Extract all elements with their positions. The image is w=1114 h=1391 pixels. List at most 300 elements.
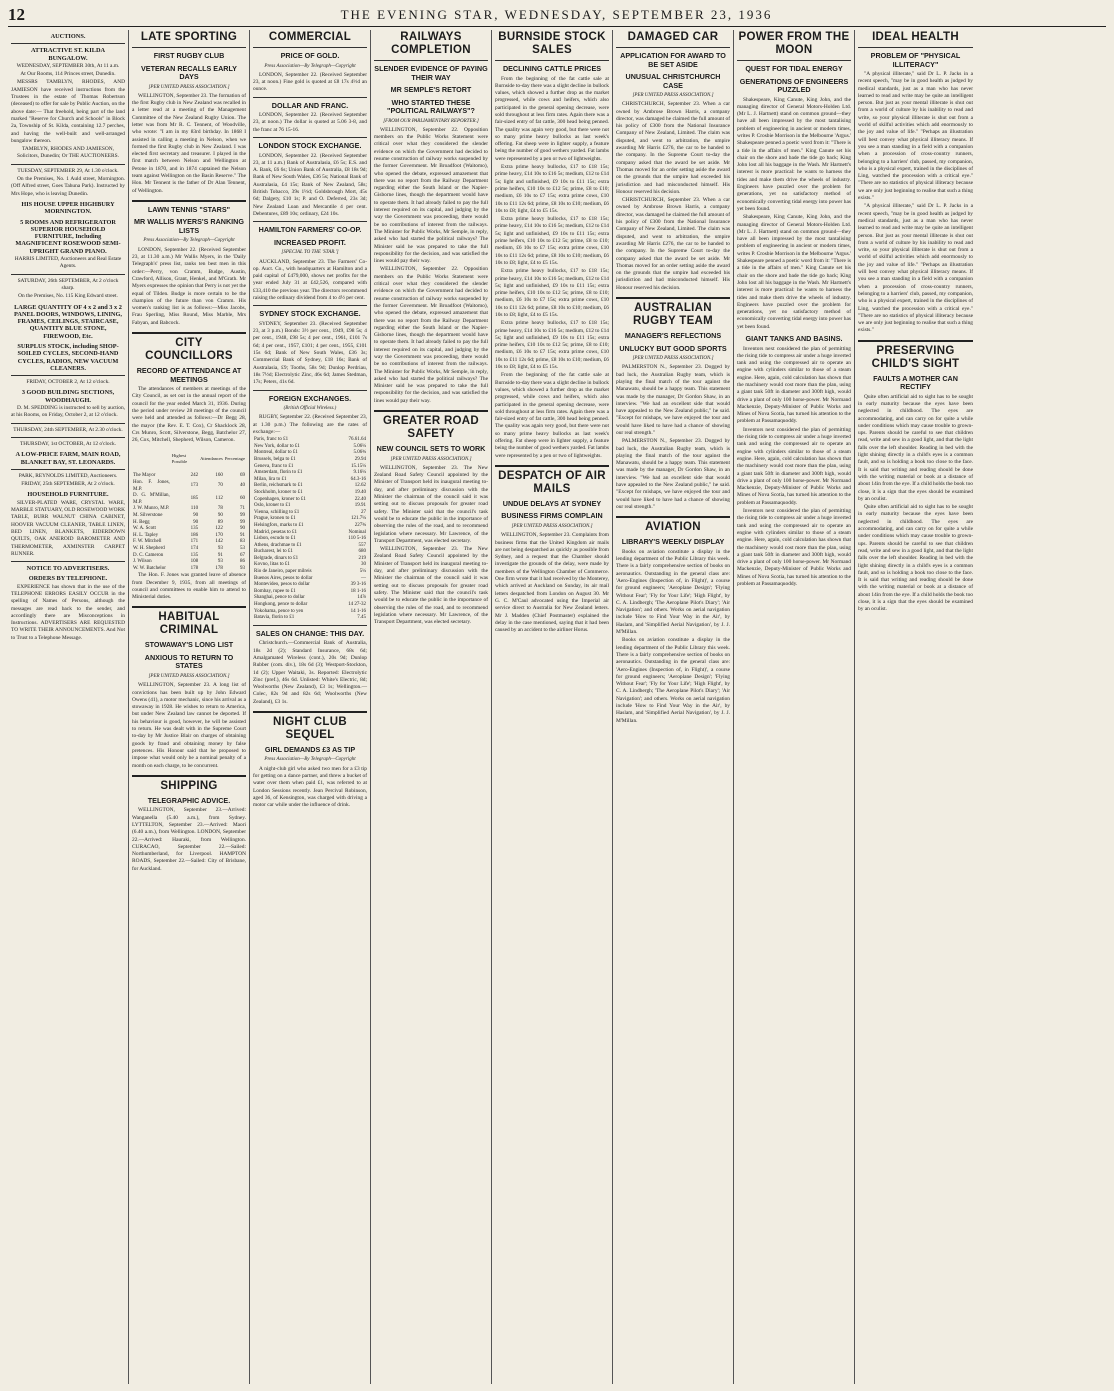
ad-date: THURSDAY, 24th SEPTEMBER, At 2.30 o'clock. bbox=[13, 426, 123, 433]
attendance-cell: 90 bbox=[240, 526, 245, 532]
table-row bbox=[253, 470, 367, 477]
table-row bbox=[253, 562, 367, 569]
article-body: "A physical illiterate," said Dr L. P. Jacks in a recent speech, "may be in good health as judged by medical standards, just as a man who has never learned to read and write may be quite an intelligent person. But just as your mental illiterate is shut out from a world of culture by his inability to read and write, so your physical illiterate is shut out from a world of skilful activities which add enormously to the joy and value of life." "Perhaps an illustration will best convey what physical illiteracy means. If you see a man standing in a field with a companion when a procession of cross-country runners, belonging to a harriers' club, passed, my companion, who is a physical expert, trained in the disciplines of Ling, watched the procession with a critical eye." "There are no statistics of physical illiteracy because we are only just beginning to realise that such a thing exists." bbox=[858, 203, 973, 334]
exchange-rate-cell: Batavia, florin to £1 bbox=[254, 615, 295, 621]
article-subheading: TELEGRAPHIC ADVICE. bbox=[147, 795, 231, 805]
table-row bbox=[132, 493, 246, 506]
attendance-cell: 83 bbox=[240, 539, 245, 545]
article-body: LONDON, September 22. (Received September 23, at noon.) The dollar is quoted at 5.06 3-8, and the franc at 76 15-16. bbox=[253, 112, 367, 133]
attendance-cell: 90 bbox=[217, 512, 223, 518]
article-heading: SYDNEY STOCK EXCHANGE. bbox=[259, 309, 361, 319]
exchange-rate-cell: 5.06¼ bbox=[353, 443, 366, 449]
article-body: PALMERSTON N., September 23. Dogged by bad luck, the Australian Rugby team, which is playing the final match of the tour against the Manawatu, should be a happy team. This statement was made by the manager, Dr Gordon Shaw, in an interview. "We had an excellent side that would have appealed to the New Zealand public," he said. "Except for mishaps, we have enjoyed the tour and would have liked to have had a chance of showing our real strength." bbox=[616, 364, 730, 436]
ad-title: A LOW-PRICE FARM, MAIN ROAD, BLANKET BAY, ST. LEONARDS. bbox=[15, 451, 121, 466]
ad-body: SILVER-PLATED WARE, CRYSTAL WARE, MARBLE STATUARY, OLD ROSEWOOD WORK TABLE, BURR WALNUT CHINA CABINET, HOOVER VACUUM CLEANER, TABLE LINEN, BED LINEN, BLANKETS, EIDERDOWN QUILTS, OAK ANEROID BAROMETER AND THERMOMETER, AXMINSTER CARPET RUNNER. bbox=[11, 499, 125, 557]
section-heading: COMMERCIAL bbox=[268, 31, 352, 43]
byline: [PER UNITED PRESS ASSOCIATION.] bbox=[148, 84, 230, 90]
article-heading: HABITUAL CRIMINAL bbox=[158, 611, 220, 637]
exchange-rate-cell: 19.40 bbox=[354, 489, 366, 495]
price-lines: Extra prime heavy bullocks, £17 to £18 15s; prime heavy, £14 10s to £16 5s; medium, £12 to £14 5s; light and unfinished, £9 10s to £11 15s; extra prime heifers, £10 10s to £12 5s; prime, £8 to £10; medium, £6 10s to £7 15s; extra prime cows, £10 10s to £11 12s 6d; prime, £8 10s to £10; medium, £6 10s to £8; light, £4 to £5 15s. bbox=[495, 216, 609, 266]
exchange-rate-cell: 14⅞ bbox=[357, 595, 366, 601]
attendance-cell: 93 bbox=[240, 565, 245, 571]
article-heading: DESPATCH OF AIR MAILS bbox=[498, 469, 606, 495]
divider bbox=[132, 47, 246, 48]
article-subheading: FAULTS A MOTHER CAN RECTIFY bbox=[873, 373, 958, 392]
exchange-rate-cell: Amsterdam, florin to £1 bbox=[254, 470, 303, 476]
attendance-cell: 86 bbox=[240, 559, 245, 565]
exchange-rate-cell: Vienna, schilling to £1 bbox=[254, 509, 300, 515]
article-body: Shakespeare, King Canute, King John, and the managing director of General Motors-Holden Ltd. (Mr L. J. Hartnett) stand on common ground—they have all been impressed by the most tantalising problem of engineering in ancient or modern times, writes P. Crosbie Morrison in the Melbourne 'Argus.' Shakespeare penned a poetic word from it: "There is a tide in the affairs of men." King Canute set his chair on the shore and bade the tide go back; King John lost all his baggage in the Wash. Mr Hartnett's interest is more practical: he wants to harness the tides and make them drive the wheels of industry. Engineers have puzzled over the problem for generations, yet no satisfactory method of economically converting tidal energy into power has yet been found. bbox=[737, 214, 851, 330]
attendance-header-cell: Percentage bbox=[224, 456, 245, 462]
ad-title: 3 GOOD BUILDING SECTIONS, WOODHAUGH. bbox=[21, 389, 115, 404]
article-subheading: RECORD OF ATTENDANCE AT MEETINGS bbox=[136, 366, 242, 384]
article-heading: SALES ON CHANGE: THIS DAY. bbox=[255, 628, 365, 638]
ad-agent: HARRIS LIMITED, Auctioneers and Real Estate Agents. bbox=[14, 256, 122, 270]
attendance-cell: D. C. Cameron bbox=[133, 552, 164, 558]
byline: [FROM OUR PARLIAMENTARY REPORTER.] bbox=[383, 118, 479, 124]
exchange-rate-cell: Helsingfors, marks to £1 bbox=[254, 522, 304, 528]
columns bbox=[8, 30, 1106, 1384]
divider bbox=[253, 47, 367, 48]
exchange-rate-cell: 121.7¼ bbox=[351, 516, 366, 522]
attendance-header-cell bbox=[132, 445, 171, 473]
article-subheading: MR SEMPLE'S RETORT bbox=[390, 85, 472, 94]
exchange-rate-cell: 680 bbox=[358, 549, 366, 555]
table-row bbox=[253, 516, 367, 523]
ad-title: LARGE QUANTITY OF 4 x 2 and 3 x 2 PANEL DOORS, WINDOWS, LINING, FRAMES, CEILINGS, STAIRCASE, QUANTITY BLUE STONE, FIREWOOD, Etc. bbox=[14, 303, 122, 340]
table-row bbox=[253, 582, 367, 589]
article-body: AUCKLAND, September 23. The Farmers' Co-op. Auct. Co., with headquarters at Hamilton and a paid capital of £479,000, shows net profits for the year ended July 31 at £42,526, compared with £33,410 the previous year. The directors recommend raising the ordinary dividend from 4 to 4½ per cent. bbox=[253, 258, 367, 302]
exchange-rate-cell: Geneva, franc to £1 bbox=[254, 463, 294, 469]
exchange-rate-cell: Brussels, belga to £1 bbox=[254, 456, 296, 462]
attendance-cell: 78 bbox=[217, 506, 223, 512]
column-late-sporting bbox=[129, 30, 250, 1384]
table-row bbox=[132, 513, 246, 520]
divider bbox=[253, 390, 367, 391]
attendance-cell: 67 bbox=[240, 552, 245, 558]
price-lines: Extra prime heavy bullocks, £17 to £18 15s; prime heavy, £14 10s to £16 5s; medium, £12 to £14 5s; light and unfinished, £9 10s to £11 15s; extra prime heifers, £10 10s to £12 5s; prime, £8 to £10; medium, £6 10s to £7 15s; extra prime cows, £10 10s to £11 12s 6d; prime, £8 10s to £10; medium, £6 10s to £8; light, £4 to £5 15s. bbox=[495, 320, 609, 371]
ad-agent: D. M. SPEDDING is instructed to sell by auction, at his Rooms, on Friday, October 2, at 12 o'clock. bbox=[11, 405, 125, 419]
article-subheading: NEW COUNCIL SETS TO WORK bbox=[376, 444, 486, 454]
article-body: LONDON, September 22. (Received September 23, at 11.30 a.m.) Mr Wallis Myers, in the 'Daily Telegraph's' press list, ranks ten best men in this order:—Perry, von Cramm, Budge, Austin, Crawford, Allison, Grant, Henkel, and M'Grath. Mr Myers expresses the opinion that Perry is not yet the equal of Tilden. Budge is more certain to be the champion of the future than von Cramm. His women's ranking list is as follows:—Miss Jacobs, Frau Sperling, Miss Round, Miss Marble, Mrs Fabyan, and Babcock. bbox=[132, 246, 246, 326]
table-row bbox=[253, 510, 367, 517]
attendance-cell: 242 bbox=[190, 473, 199, 479]
table-row bbox=[253, 483, 367, 490]
table-row bbox=[253, 497, 367, 504]
byline: Press Association—By Telegraph—Copyright bbox=[143, 238, 235, 244]
article-heading: GIANT TANKS AND BASINS. bbox=[745, 334, 843, 343]
attendance-cell: 60 bbox=[240, 496, 245, 502]
attendance-cell: 93 bbox=[217, 545, 223, 551]
table-row bbox=[132, 473, 246, 480]
byline: Press Association—By Telegraph—Copyright bbox=[264, 63, 356, 69]
exchange-table bbox=[253, 437, 367, 622]
byline: Press Association—By Telegraph—Copyright bbox=[264, 757, 356, 763]
article-heading: AVIATION bbox=[645, 521, 701, 534]
table-row bbox=[253, 615, 367, 622]
article-heading: FOREIGN EXCHANGES. bbox=[268, 393, 352, 403]
article-body: LONDON, September 22. (Received September 23, at 11 a.m.) Bank of Australasia, £6 5s; E.S. and A. Bank, £6 6s; Union Bank of Australia, £8 18s 9d; Bank of New South Wales, £36 5s; National Bank of Australasia, £4 15s; Bank of New Zealand, 58s; British Tobacco, 39s 1½d; Goldsbrough Mort, 45s 6d; Dalgety, £10 1s; P. and O. Deferred, 23s 3d; New Zealand Loan and Mercantile 4 per cent. Debentures, £89 10s; ordinary, £24 10s. bbox=[253, 152, 367, 217]
article-body: Books on aviation constitute a display in the lending department of the Public Library this week. There is a fairly comprehensive section of books on aeronautics. Outstanding in the general class are: 'Aero-Engines (Inspection of, in Flight)', a course for ground engineers; 'Aeroplane Design'; 'Flying Without Fear'; 'Fly for Your Life'; 'High Flight', by C. A. Lindbergh; 'The Aeroplane Pilot's Diary'; 'Air Navigation'; and others. Works on aerial navigation include 'How to Find Your Way in the Air', by Haslam, and 'Simplified Aerial Navigation', by J. J. M'Millan. bbox=[616, 548, 730, 636]
divider bbox=[253, 97, 367, 98]
table-row bbox=[253, 490, 367, 497]
article-heading: LONDON STOCK EXCHANGE. bbox=[258, 141, 362, 151]
table-row bbox=[132, 526, 246, 533]
table-row bbox=[253, 503, 367, 510]
exchange-rate-cell: 18 1-16 bbox=[350, 588, 366, 594]
article-heading: PRICE OF GOLD. bbox=[280, 51, 340, 60]
table-row bbox=[253, 530, 367, 537]
divider bbox=[253, 711, 367, 713]
divider bbox=[858, 340, 973, 342]
divider bbox=[11, 43, 125, 44]
exchange-rate-cell: 30 bbox=[361, 562, 366, 568]
ad-title: HOUSEHOLD FURNITURE. bbox=[27, 491, 109, 499]
ad-title: HIS HOUSE UPPER HIGHBURY MORNINGTON. bbox=[21, 200, 115, 216]
article-subheading: STOWAWAY'S LONG LIST bbox=[144, 640, 234, 650]
article-body: "A physical illiterate," said Dr L. P. Jacks in a recent speech, "may be in good health as judged by medical standards, just as a man who has never learned to read and write may be quite an intelligent person. But just as your mental illiterate is shut out from a world of culture by his inability to read and write, so your physical illiterate is shut out from a world of skilful activities which add enormously to the joy and value of life." "Perhaps an illustration will best convey what physical illiteracy means. If you see a man standing in a field with a companion when a procession of cross-country runners, belonging to a harriers' club, passed, my companion, who is a physical expert, trained in the disciplines of Ling, watched the procession with a critical eye." "There are no statistics of physical illiteracy because we are only just beginning to realise that such a thing exists." bbox=[858, 71, 973, 202]
byline: (British Official Wireless.) bbox=[283, 406, 337, 411]
byline: [PER UNITED PRESS ASSOCIATION.] bbox=[148, 673, 230, 679]
ad-agents: TAMBLYN, RHODES AND JAMIESON, Solicitors, Dunedin; Or THE AUCTIONEERS. bbox=[16, 146, 120, 160]
column-commercial bbox=[250, 30, 371, 1384]
exchange-rate-cell: 110 5-16 bbox=[348, 536, 366, 542]
article-heading: PRESERVING CHILD'S SIGHT bbox=[871, 344, 960, 370]
price-lines: Extra prime heavy bullocks, £17 to £18 15s; prime heavy, £14 10s to £16 5s; medium, £12 to £14 5s; light and unfinished, £9 10s to £11 15s; extra prime heifers, £10 10s to £12 5s; prime, £8 to £10; medium, £6 10s to £7 15s; extra prime cows, £10 10s to £11 12s 6d; prime, £8 10s to £10; medium, £6 10s to £8; light, £4 to £5 15s. bbox=[495, 268, 609, 318]
ad-date: FRIDAY, OCTOBER 2, At 12 o'clock. bbox=[26, 379, 110, 386]
article-body: From the beginning of the fat cattle sale at Burnside to-day there was a slight decline in bullock values, which showed a further drop as the market progressed, while cows and heifers, which also participated in the general opening decrease, were sold throughout at less firm rates. Again there was a fair-sized entry of fat cattle, 300 head being penned. The quality was again very good, but there were not so many prime heavy bullocks as last week's offering. Fat sheep were in lighter supply, a feature being the number of good wethers yarded. Fat lambs were represented by a pen or two of lightweights. bbox=[495, 75, 609, 162]
column-auctions bbox=[8, 30, 129, 1384]
article-body: WELLINGTON, September 23. The New Zealand Road Safety Council appointed by the Minister of Transport held its inaugural meeting to-day, and after preliminary discussion with the Minister the chairman of the council said it was setting out to discuss proposals for greater road safety. The Minister said that the council's task would be to educate the public in the importance of observing the rules of the road, and to recommend legislation where necessary. Mr Lawrence, of the Transport Department, was elected secretary. bbox=[374, 464, 488, 544]
attendance-cell: 91 bbox=[240, 532, 245, 538]
attendance-cell: 53 bbox=[240, 545, 245, 551]
exchange-rate-cell: Paris, franc to £1 bbox=[254, 437, 289, 443]
attendance-cell: M. Silverstone bbox=[133, 512, 163, 518]
section-heading: POWER FROM THE MOON bbox=[738, 31, 850, 56]
attendance-cell: 108 bbox=[190, 559, 199, 565]
exchange-rate-cell: 7.45 bbox=[357, 615, 366, 621]
article-subheading: INCREASED PROFIT. bbox=[274, 237, 346, 247]
column-stock-sales bbox=[492, 30, 613, 1384]
exchange-rate-cell: 15.15¼ bbox=[351, 463, 366, 469]
divider bbox=[253, 137, 367, 138]
ad-body: MESSRS TAMBLYN, RHODES, AND JAMIESON have received instructions from the Trustees in the estate of Thomas Robertson (deceased) to offer for sale by Public Auction, on the above date:— That freehold, being part of the land marked "Reserve for Church and Schools" in Block 2a, Township of St. Kilda, containing 12.7 perches, and having the well-built and well-arranged bungalow thereon. bbox=[11, 79, 125, 144]
article-subheading: DECLINING CATTLE PRICES bbox=[502, 64, 602, 73]
ad-agent: PARK, REYNOLDS LIMITED, Auctioneers. bbox=[18, 472, 118, 479]
attendance-cell: 122 bbox=[215, 526, 223, 532]
exchange-rate-cell: Athens, drachmae to £1 bbox=[254, 542, 302, 548]
divider bbox=[11, 375, 125, 376]
table-row bbox=[253, 477, 367, 484]
column-damaged-car bbox=[613, 30, 734, 1384]
exchange-rate-cell: Yokohama, pence to yen bbox=[254, 608, 304, 614]
section-heading: AUCTIONS. bbox=[50, 33, 86, 40]
article-body: WELLINGTON, September 23.—Arrived: Wanganella (5.40 a.m.), from Sydney. LYTTELTON, September 23.—Arrived: Maori (6.40 a.m.), from Wellington. LONDON, September 22.—Arrived: Hauraki, from Wellington. CURACAO, September 22.—Sailed: Northumberland, for Liverpool. HAMPTON ROADS, September 22.—Sailed: City of Brisbane, for Auckland. bbox=[132, 807, 246, 872]
attendance-cell: 173 bbox=[190, 483, 199, 489]
attendance-cell: 185 bbox=[190, 496, 199, 502]
exchange-rate-cell: Milan, lira to £1 bbox=[254, 476, 287, 482]
article-body: SYDNEY, September 23. (Received September 23, at 3 p.m.) Bonds: 3½ per cent., 1949, £98 5s; 4 per cent., 1948, £98 5s; 4 per cent., 1961, £101 7s 6d; 4 per cent., 1957, £101; 4 per cent., 1955, £101 15s 6d; Bank of New South Wales, £36 3s; Commercial Bank of Sydney, £18 16s; Bank of Australasia, £9; Tooths, 58s 9d; Dunlop Perdriau, 18s 7½d; Electrolytic Zinc, 46s 6d; James Stedman, 17s; Peters, 41s 6d. bbox=[253, 320, 367, 386]
divider bbox=[11, 164, 125, 165]
attendance-cell: W. W. Batchelor bbox=[133, 565, 166, 571]
article-body: WELLINGTON, September 22. Opposition members on the Public Works Statement were critical over what they considered the slender evidence on which the Government had decided to resume construction of railway works suspended by the former Government. Mr Broadfoot (Waitomo), who opened the debate, expressed amazement that there was no report from the Railway Department regarding either the South Island or the Napier-Gisborne lines, though the department would have to operate them. It had already failed to pay the full interest required on its capital, and judging by the way the Government was proceeding, there would be no contributions of interest from the railways. The Minister for Public Works, Mr Semple, in reply, asked who had started the political railways? The Minister said he was prepared to take the full responsibility for the decision, and was satisfied the lines would pay their way. bbox=[374, 126, 488, 265]
exchange-rate-cell: Hongkong, pence to dollar bbox=[254, 602, 308, 608]
exchange-rate-cell: 9.16¼ bbox=[353, 470, 366, 476]
divider bbox=[253, 625, 367, 626]
ad-place: At Our Rooms, 114 Princes street, Dunedin. bbox=[20, 71, 116, 78]
article-heading: CITY COUNCILLORS bbox=[145, 337, 233, 363]
table-row bbox=[253, 595, 367, 602]
attendance-cell: 178 bbox=[215, 565, 223, 571]
article-subheading: ANXIOUS TO RETURN TO STATES bbox=[144, 652, 234, 671]
exchange-rate-cell: New York, dollar to £1 bbox=[254, 443, 300, 449]
divider bbox=[11, 437, 125, 438]
attendance-cell: 110 bbox=[190, 506, 199, 512]
attendance-cell: 99 bbox=[240, 519, 245, 525]
article-subheading: MR WALLIS MYERS'S RANKING LISTS bbox=[134, 217, 244, 235]
exchange-rate-cell: 27 bbox=[361, 509, 366, 515]
attendance-cell: 71 bbox=[240, 506, 245, 512]
table-row bbox=[253, 450, 367, 457]
article-body: WELLINGTON, September 23. Complaints from business firms that the United Kingdom air mails are not being despatched as quickly as possible from Sydney, and a request that the Chamber should investigate the grounds of the delay, were made by members of the Wellington Chamber of Commerce. One firm wrote that it had received by the Monterey, which arrived at Auckland on Sunday, its air mail letters despatched from London on August 30. Mr G. C. M'Caul advocated using the Imperial air service direct to Australia for New Zealand letters. Mr J. Madden (Chief Postmaster) explained the delay in the case mentioned, saying that it had been caused by an accident to the airliner Horus. bbox=[495, 532, 609, 634]
divider bbox=[132, 606, 246, 608]
table-row bbox=[253, 464, 367, 471]
attendance-cell: 89 bbox=[217, 519, 223, 525]
table-row bbox=[253, 549, 367, 556]
article-subheading: BUSINESS FIRMS COMPLAIN bbox=[501, 511, 603, 521]
exchange-rate-cell: 19.91 bbox=[354, 503, 366, 509]
table-row bbox=[132, 480, 246, 493]
attendance-cell: 170 bbox=[215, 532, 223, 538]
article-body: The attendances of members at meetings of the City Council, as set out in the annual report of the council for the year ended March 31, 1936. During the period under review 28 meetings of the council were held and attended as follows:—Dr Begg 28, the mayor (the Rev. E. T. Cox), Cr Shacklock 28, Crs Munro, Scott, Silverstone, Begg, Batchelor 27, 26, Cox, Mitchell, Shepherd, Wilson, Cameron. bbox=[132, 386, 246, 444]
exchange-rate-cell: 29.94 bbox=[354, 456, 366, 462]
attendance-cell: 112 bbox=[215, 496, 223, 502]
exchange-rate-cell: Montreal, dollar to £1 bbox=[254, 450, 298, 456]
exchange-rate-cell: 557 bbox=[358, 542, 366, 548]
ad-date: SATURDAY, 26th SEPTEMBER, At 2 o'clock sharp. bbox=[17, 277, 119, 291]
ad-date: THURSDAY, 1st OCTOBER, At 12 o'clock. bbox=[19, 440, 117, 447]
byline: [SPECIAL TO THE 'STAR.'] bbox=[281, 250, 339, 256]
ad-body: On the Premises, No. 115 King Edward street. bbox=[18, 293, 118, 300]
article-body: LONDON, September 22. (Received September 23, at noon.) Fine gold is quoted at £8 17s 4½d an ounce. bbox=[253, 71, 367, 93]
attendance-cell: 171 bbox=[190, 539, 199, 545]
divider bbox=[132, 332, 246, 334]
divider bbox=[737, 60, 851, 61]
notice-subtitle: ORDERS BY TELEPHONE. bbox=[28, 575, 108, 583]
exchange-rate-cell: Rio de Janeiro, paper milreis bbox=[254, 569, 312, 575]
byline: [PER UNITED PRESS ASSOCIATION.] bbox=[390, 456, 472, 462]
exchange-rate-cell: Shanghai, pence to dollar bbox=[254, 595, 305, 601]
table-row bbox=[253, 576, 367, 583]
article-body: Christchurch.—Commercial Bank of Australia, 18s 2d (2); Standard Insurance, 68s 6d; Amalgamated Wireless (cont.), 20s 9d; Dunlop Rubber (com. div.), 18s 6d (3); Westport-Stockton, 1d (2); Upper Waitaki, 3s. Reported: Electrolytic Zinc (pref.), 46s 6d. Unlisted: White's Electric, 8d; Woolworths (New Zealand), £3 1s; Wellington.—Colec, 82s 9d and 82s 6d; Woolworths (New Zealand), £3 1s. bbox=[253, 640, 367, 705]
table-row bbox=[132, 546, 246, 553]
attendance-table bbox=[132, 445, 246, 572]
article-heading: GREATER ROAD SAFETY bbox=[382, 415, 480, 441]
byline: [PER UNITED PRESS ASSOCIATION.] bbox=[632, 93, 714, 98]
table-row bbox=[253, 444, 367, 451]
byline: [PER UNITED PRESS ASSOCIATION.] bbox=[632, 356, 714, 362]
divider bbox=[616, 516, 730, 518]
exchange-rate-cell: Madrid, pesetas to £1 bbox=[254, 529, 298, 535]
article-heading: AUSTRALIAN RUGBY TEAM bbox=[632, 302, 714, 328]
column-railways bbox=[371, 30, 492, 1384]
ad-title: SURPLUS STOCK, including SHOP-SOILED CYCLES, SECOND-HAND CYCLES, RADIOS, NEW VACUUM CLEANERS. bbox=[17, 342, 119, 372]
exchange-rate-cell: 76.61.64 bbox=[348, 437, 366, 443]
table-row bbox=[253, 536, 367, 543]
table-row bbox=[132, 533, 246, 540]
ad-date: TUESDAY, SEPTEMBER 29, At 1.30 o'clock. bbox=[17, 167, 119, 174]
table-row bbox=[253, 569, 367, 576]
ad-body: On the Premises, No. 1 Auld street, Mornington. (Off Alfred street, Goes Tahuna Park). Instructed by Mrs Hope, who is leaving Dunedin. bbox=[11, 176, 125, 197]
price-lines: Extra prime heavy bullocks, £17 to £18 15s; prime heavy, £14 10s to £16 5s; medium, £12 to £14 5s; light and unfinished, £9 10s to £11 15s; extra prime heifers, £10 10s to £12 5s; prime, £8 to £10; medium, £6 10s to £7 15s; extra prime cows, £10 10s to £11 12s 6d; prime, £8 10s to £10; medium, £6 10s to £8; light, £4 to £5 15s. bbox=[495, 164, 609, 214]
table-row bbox=[253, 602, 367, 609]
attendance-cell: 186 bbox=[190, 532, 199, 538]
divider bbox=[11, 469, 125, 470]
article-body: CHRISTCHURCH, September 23. When a car owned by Ambrose Brown Harris, a company director, was damaged he claimed the full amount of his policy of £300 from the National Insurance Company of New Zealand, Limited. The claim was disputed, and went to arbitration, the umpire awarding Mr Harris £276, the car to be handed to the company. In the Supreme Court to-day the company asked that the award be set aside. Mr Thomas moved for an order setting aside the award on the grounds that the umpire had exceeded his jurisdiction and had misconducted himself. His Honour reserved his decision. bbox=[616, 197, 730, 291]
exchange-rate-cell: — bbox=[361, 575, 366, 581]
notice-title: NOTICE TO ADVERTISERS. bbox=[26, 565, 110, 573]
article-body: The Hon. F. Jones was granted leave of absence from December 9, 1935, from all meetings of council and committees to enable him to attend to Ministerial duties. bbox=[132, 572, 246, 601]
byline: [PER UNITED PRESS ASSOCIATION.] bbox=[511, 523, 593, 529]
section-heading: LATE SPORTING bbox=[140, 31, 238, 43]
exchange-rate-cell: 5¼ bbox=[359, 569, 366, 575]
article-subheading: GIRL DEMANDS £3 AS TIP bbox=[264, 744, 356, 754]
attendance-cell: 142 bbox=[215, 539, 223, 545]
exchange-rate-cell: 14 27-32 bbox=[348, 602, 366, 608]
exchange-rate-cell: 219 bbox=[358, 555, 366, 561]
section-heading: DAMAGED CAR bbox=[627, 31, 719, 43]
article-body: Quite often artificial aid to sight has to be sought in early maturity because the eyes have been neglected in childhood. The eyes are accommodating, and can carry on for quite a while under conditions which may cause trouble to grown-ups. Parents should be careful to see that children read, write and sew in a good light, and that the light falls over the left shoulder. Reading in bed with the light shining directly in a child's eyes is a common fault, and so is holding a book too close to the face. It is said that writing and reading should be done with the writing material or book at a distance of about 14in from the eye. If a child holds the book too close, it is a sign that the eyes should be examined by an oculist. bbox=[858, 504, 973, 613]
ad-date: FRIDAY, 25th SEPTEMBER, At 2 o'clock. bbox=[21, 481, 115, 488]
ad-title: 5 ROOMS AND REFRIGERATOR SUPERIOR HOUSEHOLD FURNITURE, Including MAGNIFICENT ROSEWOOD SEMI-UPRIGHT GRAND PIANO. bbox=[15, 218, 121, 255]
divider bbox=[616, 297, 730, 299]
article-heading: DOLLAR AND FRANC. bbox=[271, 100, 349, 110]
article-body: A night-club girl who asked two men for a £3 tip for getting on a dance partner, and threw a bucket of water over them when paid £1, was referred to at London Sessions recently. Jean Percival Robinson, aged 36, of Kensington, was charged with driving a motor car while under the influence of drink. bbox=[253, 765, 367, 809]
attendance-cell: 93 bbox=[217, 559, 223, 565]
column-power-from-moon bbox=[734, 30, 855, 1384]
table-row bbox=[253, 457, 367, 464]
attendance-cell: 70 bbox=[217, 483, 223, 489]
exchange-rate-cell: Lisbon, escudo to £1 bbox=[254, 536, 296, 542]
attendance-header-cell: Highest Possible bbox=[171, 452, 188, 465]
exchange-rate-cell: Berlin, reichsmark to £1 bbox=[254, 483, 303, 489]
article-heading: SHIPPING bbox=[160, 779, 218, 792]
article-body: Inventors next considered the plan of permitting the rising tide to compress air under a huge inverted tank and using the compressed air to operate an engine with cylinders similar to those of a steam engine. Here, again, cold calculation has shown that the machinery would cost more than the plan, using a giant tank 50ft in diameter and 300ft high, would drive a plant of only 100 horse-power. Mr Normand Mackenzie, Deputy-Minister of Public Works and Mines of Nova Scotia, has turned his attention to the problem at Passamaquoddy. bbox=[737, 426, 851, 506]
article-subheading: GENERATIONS OF ENGINEERS PUZZLED bbox=[739, 76, 849, 94]
newspaper-title: THE EVENING STAR, WEDNESDAY, SEPTEMBER 23, 1936 bbox=[340, 7, 773, 22]
notice-body: EXPERIENCE has shown that in the use of the TELEPHONE ERRORS EASILY OCCUR in the spelling of Names of Persons, although the messages are read back to the sender, and accordingly there are Misconceptions in Instructions. ADVERTISERS ARE REQUESTED TO WRITE THEIR ANNOUNCEMENTS. And Not to Trust to a Telephone Message. bbox=[11, 583, 125, 641]
table-row bbox=[253, 437, 367, 444]
table-row bbox=[132, 553, 246, 560]
table-row bbox=[253, 589, 367, 596]
article-subheading: SLENDER EVIDENCE OF PAYING THEIR WAY bbox=[374, 64, 488, 82]
article-subheading: UNDUE DELAYS AT SYDNEY bbox=[502, 498, 602, 508]
attendance-cell: Hon. F. Jones, M.P. bbox=[133, 479, 170, 492]
page-number: 12 bbox=[8, 5, 25, 24]
attendance-cell: 90 bbox=[193, 512, 199, 518]
table-row bbox=[253, 556, 367, 563]
attendance-cell: J. W. Munro, M.P. bbox=[133, 506, 170, 512]
attendance-cell: 160 bbox=[215, 473, 223, 479]
table-row bbox=[253, 523, 367, 530]
attendance-cell: The Mayor bbox=[133, 473, 156, 479]
article-body: PALMERSTON N., September 23. Dogged by bad luck, the Australian Rugby team, which is playing the final match of the tour against the Manawatu, should be a happy team. This statement was made by the manager, Dr Gordon Shaw, in an interview. "We had an excellent side that would have appealed to the New Zealand public," he said. "Except for mishaps, we have enjoyed the tour and would have liked to have had a chance of showing our real strength." bbox=[616, 438, 730, 510]
divider bbox=[495, 60, 609, 61]
article-subheading: QUEST FOR TIDAL ENERGY bbox=[745, 64, 843, 73]
article-body: RUGBY, September 22. (Received September 23, at 1.30 p.m.) The following are the rates of exchange:— bbox=[253, 414, 367, 435]
exchange-rate-cell: Bombay, rupee to £1 bbox=[254, 588, 296, 594]
section-heading: BURNSIDE STOCK SALES bbox=[498, 31, 606, 56]
exchange-rate-cell: 64.3-16 bbox=[350, 476, 366, 482]
article-subheading: APPLICATION FOR AWARD TO BE SET ASIDE bbox=[620, 51, 726, 69]
divider bbox=[11, 561, 125, 562]
exchange-rate-cell: Montevideo, pesos to dollar bbox=[254, 582, 310, 588]
exchange-rate-cell: 12.62 bbox=[354, 483, 366, 489]
exchange-rate-cell: Stockholm, kroner to £1 bbox=[254, 489, 303, 495]
article-subheading: PROBLEM OF "PHYSICAL ILLITERACY" bbox=[870, 51, 961, 69]
exchange-rate-cell: 14 1-16 bbox=[350, 608, 366, 614]
attendance-cell: F. W. Mitchell bbox=[133, 539, 162, 545]
divider bbox=[11, 423, 125, 424]
article-subheading: WHO STARTED THESE "POLITICAL RAILWAYS"? bbox=[387, 97, 475, 115]
exchange-rate-cell: Prague, kronen to £1 bbox=[254, 516, 296, 522]
exchange-rate-cell: 22.40 bbox=[354, 496, 366, 502]
exchange-rate-cell: Oslo, kroner to £1 bbox=[254, 503, 291, 509]
article-body: WELLINGTON, September 23. A long list of convictions has been built up by John Edward Owens (41), a motor mechanic, since his arrival as a stowaway in 1928. He wishes to return to America, but under New Zealand law cannot be deported. If his behaviour is good, however, he will be assisted to return. He was dealt with in the Supreme Court to-day by Mr Justice Blair on charges of obtaining goods by fraud and obtaining money by false pretences. His Honour said that he proposed to impose what would only be a nominal penalty of a month on each charge, to be concurrent. bbox=[132, 682, 246, 769]
column-ideal-health bbox=[855, 30, 976, 1384]
article-body: WELLINGTON, September 22. Opposition members on the Public Works Statement were critical over what they considered the slender evidence on which the Government had decided to resume construction of railway works suspended by the former Government. Mr Broadfoot (Waitomo), who opened the debate, expressed amazement that there was no report from the Railway Department regarding either the South Island or the Napier-Gisborne lines, though the department would have to operate them. It had already failed to pay the full interest required on its capital, and judging by the way the Government was proceeding, there would be no contributions of interest from the railways. The Minister for Public Works, Mr Semple, in reply, asked who had started the political railways? The Minister said he was prepared to take the full responsibility for the decision, and was satisfied the lines would pay their way. bbox=[374, 266, 488, 404]
article-heading: FIRST RUGBY CLUB bbox=[153, 51, 225, 60]
article-subheading: LIBRARY'S WEEKLY DISPLAY bbox=[621, 537, 725, 547]
article-body: Books on aviation constitute a display in the lending department of the Public Library this week. There is a fairly comprehensive section of books on aeronautics. Outstanding in the general class are: 'Aero-Engines (Inspection of, in Flight)', a course for ground engineers; 'Aeroplane Design'; 'Flying Without Fear'; 'Fly for Your Life'; 'High Flight', by C. A. Lindbergh; 'The Aeroplane Pilot's Diary'; 'Air Navigation'; and others. Works on aerial navigation include 'How to Find Your Way in the Air', by Haslam, and 'Simplified Aerial Navigation', by J. J. M'Millan. bbox=[616, 637, 730, 724]
attendance-cell: D. G. M'Millan, M.P. bbox=[133, 493, 170, 505]
section-heading: RAILWAYS COMPLETION bbox=[391, 31, 471, 56]
article-body: From the beginning of the fat cattle sale at Burnside to-day there was a slight decline in bullock values, which showed a further drop as the market progressed, while cows and heifers, which also participated in the general opening decrease, were sold throughout at less firm rates. Again there was a fair-sized entry of fat cattle, 300 head being penned. The quality was again very good, but there were not so many prime heavy bullocks as last week's offering. Fat sheep were in lighter supply, a feature being the number of good wethers yarded. Fat lambs were represented by a pen or two of lightweights. bbox=[495, 372, 609, 459]
attendance-header-cell: Attendances bbox=[200, 456, 223, 462]
article-body: Quite often artificial aid to sight has to be sought in early maturity because the eyes have been neglected in childhood. The eyes are accommodating, and can carry on for quite a while under conditions which may cause trouble to grown-ups. Parents should be careful to see that children read, write and sew in a good light, and that the light falls over the left shoulder. Reading in bed with the light shining directly in a child's eyes is a common fault, and so is holding a book too close to the face. It is said that writing and reading should be done with the writing material or book at a distance of about 14in from the eye. If a child holds the book too close, it is a sign that the eyes should be examined by an oculist. bbox=[858, 393, 973, 502]
divider bbox=[132, 775, 246, 777]
divider bbox=[495, 465, 609, 467]
attendance-cell: 174 bbox=[190, 545, 199, 551]
ad-title: ATTRACTIVE ST. KILDA BUNGALOW. bbox=[30, 47, 106, 62]
attendance-cell: 135 bbox=[190, 526, 199, 532]
divider bbox=[616, 47, 730, 48]
exchange-rate-cell: 39 3-16 bbox=[350, 582, 366, 588]
article-subheading: UNUSUAL CHRISTCHURCH CASE bbox=[625, 72, 721, 90]
table-row bbox=[132, 520, 246, 527]
attendance-cell: H. Begg bbox=[133, 519, 150, 525]
attendance-cell: 178 bbox=[190, 565, 199, 571]
exchange-rate-cell: 227¾ bbox=[354, 522, 366, 528]
article-body: Inventors next considered the plan of permitting the rising tide to compress air under a huge inverted tank and using the compressed air to operate an engine with cylinders similar to those of a steam engine. Here, again, cold calculation has shown that the machinery would cost more than the plan, using a giant tank 50ft in diameter and 300ft high, would drive a plant of only 100 horse-power. Mr Normand Mackenzie, Deputy-Minister of Public Works and Mines of Nova Scotia, has turned his attention to the problem at Passamaquoddy. bbox=[737, 508, 851, 587]
article-heading: HAMILTON FARMERS' CO-OP. bbox=[258, 225, 362, 235]
attendance-cell: H. L. Tapley bbox=[133, 532, 159, 538]
table-row bbox=[132, 506, 246, 513]
exchange-rate-cell: Buenos Aires, pesos to dollar bbox=[254, 575, 313, 581]
article-subheading: MANAGER'S REFLECTIONS bbox=[624, 331, 722, 341]
attendance-cell: 90 bbox=[193, 519, 199, 525]
article-heading: LAWN TENNIS "STARS" bbox=[147, 204, 231, 214]
article-body: WELLINGTON, September 23. The formation of the first Rugby club in New Zealand was recalled in a letter read at a meeting of the Management Committee of the New Zealand Rugby Union. The letter was from Mr R. C. Tennent, of Woodville, who wrote: "I am in my 83rd birthday. In 1868 I assisted in calling a meeting in Nelson, when we formed the first Rugby club in New Zealand. I was elected first secretary and treasurer. I played in the first match between Nelson and Wellington at Petone in 1870, and in 1874 captained the Nelson team against Wellington on the Basin Reserve." The Hon. Mr Tennent is the father of Dr Alan Tennent, of Wellington. bbox=[132, 92, 246, 194]
section-heading: IDEAL HEALTH bbox=[872, 31, 959, 43]
attendance-cell: 69 bbox=[240, 473, 245, 479]
exchange-rate-cell: Bucharest, lei to £1 bbox=[254, 549, 293, 555]
divider bbox=[858, 47, 973, 48]
article-body: Shakespeare, King Canute, King John, and the managing director of General Motors-Holden Ltd. (Mr L. J. Hartnett) stand on common ground—they have all been impressed by the most tantalising problem of engineering in ancient or modern times, writes P. Crosbie Morrison in the Melbourne 'Argus.' Shakespeare penned a poetic word from it: "There is a tide in the affairs of men." King Canute set his chair on the shore and bade the tide go back; King John lost all his baggage in the Wash. Mr Hartnett's interest is more practical: he wants to harness the tides and make them drive the wheels of industry. Engineers have puzzled over the problem for generations, yet no satisfactory method of economically converting tidal energy into power has yet been found. bbox=[737, 96, 851, 212]
attendance-cell: 99 bbox=[240, 512, 245, 518]
divider bbox=[374, 410, 488, 412]
attendance-cell: 40 bbox=[240, 483, 245, 489]
